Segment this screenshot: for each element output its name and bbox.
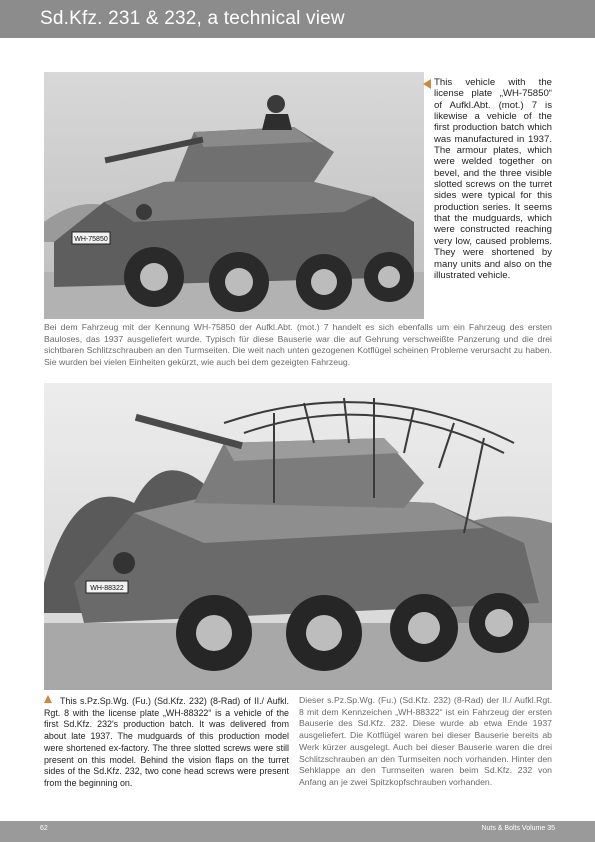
armoured-car-photo-bottom <box>44 383 552 690</box>
left-pointer-arrow-icon <box>423 79 431 89</box>
page-title: Sd.Kfz. 231 & 232, a technical view <box>40 8 345 29</box>
footer-bar <box>0 821 595 842</box>
license-plate-top: WH-75850 <box>74 236 108 243</box>
bottom-caption-german: Dieser s.Pz.Sp.Wg. (Fu.) (Sd.Kfz. 232) (8-Rad) der II./ Aufkl.Rgt. 8 mit dem Kennzeichen „WH-88322“ ist ein Fahrzeug der ersten Bauserie des Sd.Kfz. 232. Diese wurde ab etwa Ende 1937 ausgeliefert. Die Kotflügel waren bei dieser Bauserie bereits ab Werk kürzer ausgelegt. Auch bei dieser Bauserie waren die drei Schlitzschrauben an den Turmseiten noch vorhanden. Hinter den Sehklappe an den Turmseiten waren beim Sd.Kfz. 232 von Anfang an je zwei Spitzkopfschrauben vorhanden. <box>299 695 552 787</box>
bottom-caption-english <box>44 695 289 790</box>
page-number: 62 <box>40 825 48 832</box>
license-plate-bottom: WH-88322 <box>90 585 124 592</box>
top-caption-german: Bei dem Fahrzeug mit der Kennung WH-75850 der Aufkl.Abt. (mot.) 7 handelt es sich ebenfalls um ein Fahrzeug des ersten Bauloses, das 1937 ausgeliefert wurde. Typisch für diese Bauserie war die auf Gehrung verschweißte Panzerung und die drei sichtbaren Schlitzschrauben an den Turmseiten. Die weit nach unten gezogenen Kotflügel scheinen Probleme verursacht zu haben. Sie wurden bei vielen Einheiten gekürzt, wie auch bei dem gezeigten Fahrzeug. <box>44 322 552 367</box>
radio-armoured-car-image <box>44 383 552 690</box>
publication-name: Nuts & Bolts Volume 35 <box>481 825 555 832</box>
armoured-car-photo-top <box>44 72 424 319</box>
armoured-car-image <box>44 72 424 319</box>
side-caption-text: This vehicle with the license plate „WH-75850“ of Aufkl.Abt. (mot.) 7 is likewise a vehicle of the first production batch which was manufactured in 1937. The armour plates, which were welded together on bevel, and the three visible slotted screws on the turret sides were typical for this production series. It seems that the mudguards, which were constructed reaching very low, caused problems. They were shortened by many units and also on the illustrated vehicle. <box>434 77 552 281</box>
header-bar <box>0 0 595 38</box>
up-pointer-arrow-icon <box>44 695 52 703</box>
bottom-caption-english-text: This s.Pz.Sp.Wg. (Fu.) (Sd.Kfz. 232) (8-Rad) of II./ Aufkl. Rgt. 8 with the license plate „WH-88322“ is a vehicle of the first Sd.Kfz. 232's production batch. It was delivered from about late 1937. The mudguards of this production model were shortened ex-factory. The three slotted screws were still present on this model. Behind the vision flaps on the turret sides of the Sd.Kfz. 232, two cone head screws were present from the beginning on. <box>44 696 289 788</box>
side-caption-english <box>434 77 552 281</box>
